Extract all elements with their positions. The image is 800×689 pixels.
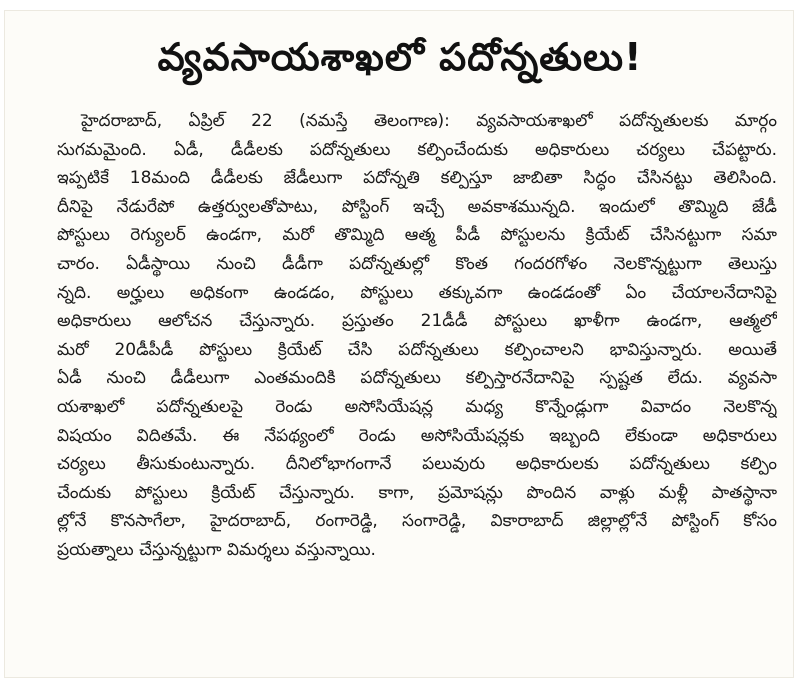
- article-line: హైదరాబాద్, ఏప్రిల్ 22 (నమస్తే తెలంగాణ): వ్యవసాయశాఖలో పదోన్నతులకు మార్గం: [81, 111, 777, 131]
- article-line: అధికారులు ఆలోచన చేస్తున్నారు. ప్రస్తుతం 21డీడీ పోస్టులు ఖాళీగా ఉండగా, ఆత్మలో: [57, 311, 777, 332]
- news-clipping: [4, 10, 794, 678]
- article-line: సుగమమైంది. ఏడీ, డీడీలకు పదోన్నతులు కల్పించేందుకు అధికారులు చర్యలు చేపట్టారు.: [57, 139, 777, 160]
- article-line: యశాఖలో పదోన్నతులపై రెండు అసోసియేషన్ల మధ్య కొన్నేండ్లుగా వివాదం నెలకొన్న: [57, 396, 777, 417]
- article-line: దీనిపై నేడురేపో ఉత్తర్వులతోపాటు, పోస్టింగ్ ఇచ్చే అవకాశమున్నది. ఇందులో తొమ్మిది జేడీ: [57, 196, 777, 217]
- article-line: న్నది. అర్హులు అధికంగా ఉండడం, పోస్టులు తక్కువగా ఉండడంతో ఏం చేయాలనేదానిపై: [57, 282, 777, 303]
- article-line: చేందుకు పోస్టులు క్రియేట్ చేస్తున్నారు. కాగా, ప్రమోషన్లు పొందిన వాళ్లు మళ్లీ పాతస్థానా: [57, 482, 777, 503]
- article-body: [57, 107, 777, 565]
- article-line: ల్లోనే కొనసాగేలా, హైదరాబాద్, రంగారెడ్డి, సంగారెడ్డి, వికారాబాద్ జిల్లాల్లోనే పోస్టింగ్ కోసం: [57, 511, 777, 532]
- article-line: విషయం విదితమే. ఈ నేపథ్యంలో రెండు అసోసియేషన్లకు ఇబ్బంది లేకుండా అధికారులు: [57, 425, 777, 446]
- article-line: ఇప్పటికే 18మంది డీడీలకు జేడీలుగా పదోన్నతి కల్పిస్తూ జాబితా సిద్ధం చేసినట్టు తెలిసింది.: [57, 168, 777, 189]
- article-line: ఏడీ నుంచి డీడీలుగా ఎంతమందికి పదోన్నతులు కల్పిస్తారనేదానిపై స్పష్టత లేదు. వ్యవసా: [57, 368, 777, 389]
- article-line: ప్రయత్నాలు చేస్తున్నట్టుగా విమర్శలు వస్తున్నాయి.: [57, 539, 376, 560]
- article-line: చారం. ఏడీస్థాయి నుంచి డీడీగా పదోన్నతుల్లో కొంత గందరగోళం నెలకొన్నట్టుగా తెలుస్తు: [57, 253, 777, 274]
- article-line: చర్యలు తీసుకుంటున్నారు. దీనిలోభాగంగానే పలువురు అధికారులకు పదోన్నతులు కల్పిం: [57, 454, 777, 475]
- article-line: మరో 20డీపీడీ పోస్టులు క్రియేట్ చేసి పదోన్నతులు కల్పించాలని భావిస్తున్నారు. అయితే: [57, 339, 777, 360]
- headline: వ్యవసాయశాఖలో పదోన్నతులు!: [157, 35, 643, 79]
- article-line: పోస్టులు రెగ్యులర్ ఉండగా, మరో తొమ్మిది ఆత్మ పీడీ పోస్టులను క్రియేట్ చేసినట్టుగా సమా: [57, 225, 777, 246]
